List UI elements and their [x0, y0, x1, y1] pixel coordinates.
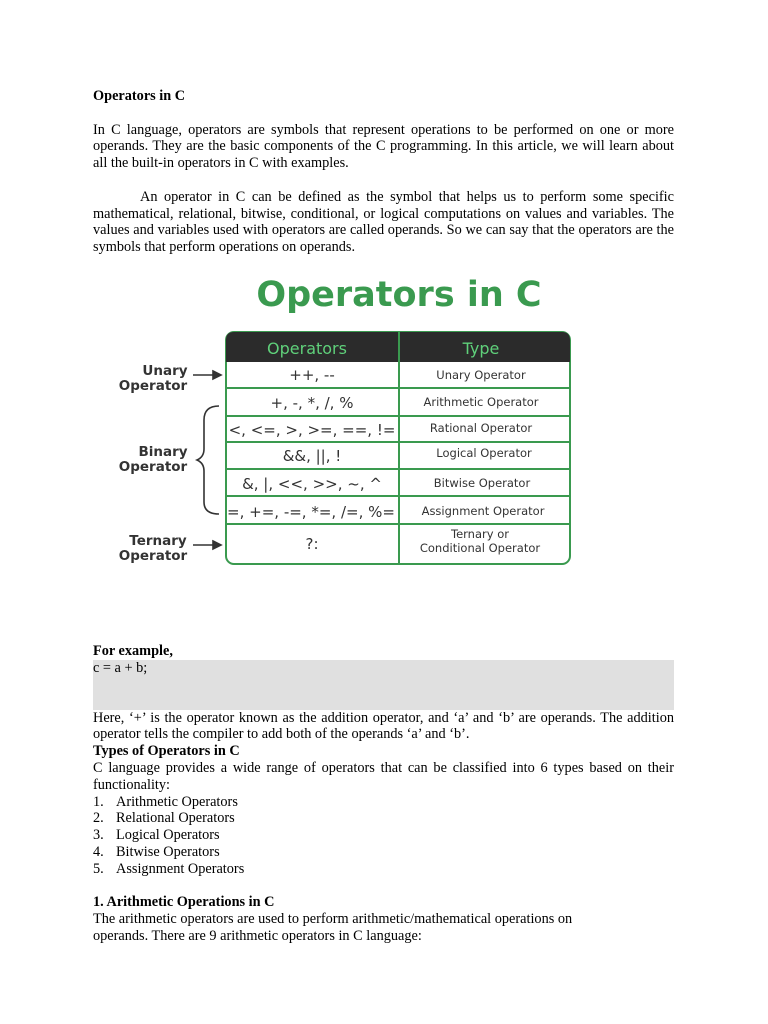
figure-title: Operators in C: [256, 274, 542, 315]
list-item: [93, 810, 674, 827]
row-type: Assignment Operator: [421, 503, 545, 518]
row-ops: =, +=, -=, *=, /=, %=: [227, 502, 395, 521]
row-type-line1: Ternary or: [451, 526, 509, 541]
list-item-number: 5.: [93, 860, 104, 877]
row-ops: &, |, <<, >>, ~, ^: [242, 474, 382, 493]
example-heading: For example,: [93, 642, 173, 659]
label-binary-operator: Operator: [118, 458, 188, 475]
row-type: Bitwise Operator: [433, 475, 531, 490]
definition-paragraph: An operator in C can be defined as the symbol that helps us to perform some specific mathematical, relational, bitwise, conditional, or logical computations on values and variables. The values and variables used with operators are called operands. So we can say that the operators are the symbols that perform operations on operands.: [93, 188, 674, 256]
list-item-number: 4.: [93, 843, 104, 860]
list-item-label: Assignment Operators: [116, 860, 245, 877]
arith-text-line1: The arithmetic operators are used to perform arithmetic/mathematical operations on: [93, 911, 573, 928]
arith-heading: 1. Arithmetic Operations in C: [93, 894, 275, 911]
row-ops: &&, ||, !: [282, 446, 342, 465]
code-line: c = a + b;: [93, 659, 148, 676]
list-item-label: Relational Operators: [116, 810, 235, 827]
types-list: [93, 794, 674, 878]
col-operators: Operators: [267, 338, 347, 358]
row-ops: ++, --: [289, 365, 335, 384]
list-item-label: Arithmetic Operators: [116, 793, 238, 810]
unary-arrowhead-icon: [213, 371, 221, 379]
list-item-label: Bitwise Operators: [116, 843, 220, 860]
label-ternary: Ternary: [129, 532, 187, 549]
list-item: [93, 794, 674, 811]
page-title: Operators in C: [93, 88, 186, 104]
document-body: [93, 88, 674, 945]
list-item-number: 3.: [93, 827, 104, 844]
row-ops: +, -, *, /, %: [270, 393, 354, 412]
row-type: Rational Operator: [429, 420, 533, 435]
label-binary: Binary: [138, 443, 188, 460]
row-type-line2: Conditional Operator: [419, 540, 541, 555]
intro-paragraph: In C language, operators are symbols that represent operations to be performed on one or more operands. They are the basic components of the C programming. In this article, we will learn about all the built-in operators in C with examples.: [93, 121, 674, 172]
list-item: [93, 861, 674, 878]
row-type: Unary Operator: [436, 367, 526, 382]
list-item-number: 2.: [93, 810, 104, 827]
row-ops: <, <=, >, >=, ==, !=: [228, 420, 396, 439]
ternary-arrowhead-icon: [213, 541, 221, 549]
row-type: Logical Operator: [436, 445, 532, 460]
types-intro: C language provides a wide range of operators that can be classified into 6 types based on their functionality:: [93, 759, 674, 793]
types-heading: Types of Operators in C: [93, 743, 240, 760]
list-item-number: 1.: [93, 793, 104, 810]
col-type: Type: [462, 338, 500, 358]
label-unary-operator: Operator: [118, 377, 188, 394]
list-item: [93, 827, 674, 844]
row-type: Arithmetic Operator: [423, 394, 539, 409]
operators-diagram: [93, 256, 674, 626]
list-item-label: Logical Operators: [116, 827, 220, 844]
example-explanation: Here, ‘+’ is the operator known as the addition operator, and ‘a’ and ‘b’ are operands. The addition operator tells the compiler to add both of the operands ‘a’ and ‘b’.: [93, 709, 674, 743]
label-ternary-operator: Operator: [118, 547, 188, 564]
binary-brace-icon: [197, 406, 219, 514]
row-ops: ?:: [305, 534, 319, 553]
operators-figure: [93, 256, 674, 626]
label-unary: Unary: [142, 362, 188, 379]
code-block: [93, 660, 674, 710]
arith-text-line2: operands. There are 9 arithmetic operators in C language:: [93, 927, 422, 944]
list-item: [93, 844, 674, 861]
